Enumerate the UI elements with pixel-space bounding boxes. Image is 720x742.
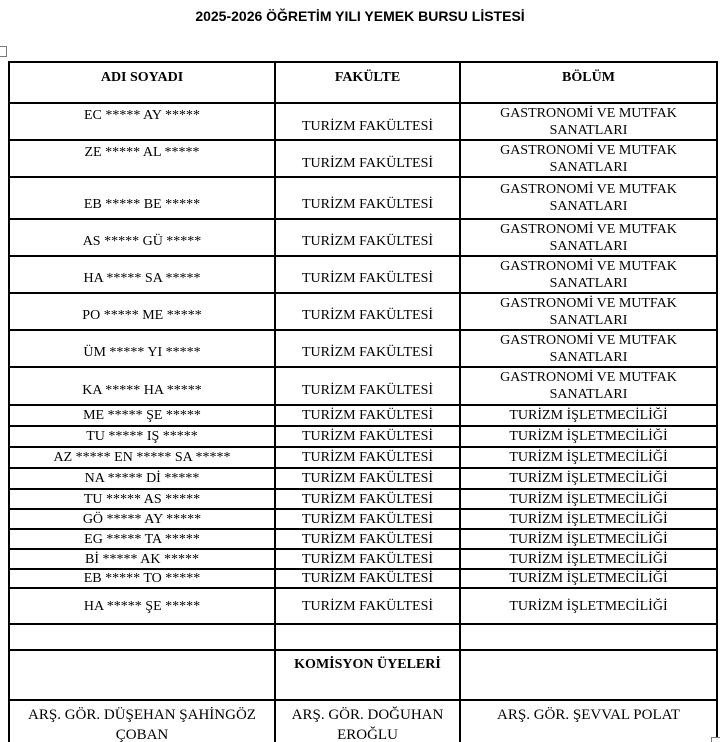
student-name-cell: AZ ***** EN ***** SA *****	[9, 447, 275, 468]
department-cell	[460, 367, 717, 405]
empty-row	[9, 624, 717, 650]
faculty-cell: TURİZM FAKÜLTESİ	[275, 426, 460, 447]
faculty-cell: TURİZM FAKÜLTESİ	[275, 140, 460, 177]
department-text: GASTRONOMİ VE MUTFAK SANATLARI	[500, 332, 677, 365]
faculty-cell: TURİZM FAKÜLTESİ	[275, 293, 460, 330]
department-cell: TURİZM İŞLETMECİLİĞİ	[460, 569, 717, 588]
department-cell: TURİZM İŞLETMECİLİĞİ	[460, 489, 717, 509]
header-fakulte: FAKÜLTE	[275, 62, 460, 103]
empty-cell	[275, 624, 460, 650]
faculty-cell: TURİZM FAKÜLTESİ	[275, 256, 460, 293]
commission-member-cell	[275, 700, 460, 742]
student-name-cell: NA ***** Dİ *****	[9, 468, 275, 489]
commission-member-cell	[9, 700, 275, 742]
department-text: GASTRONOMİ VE MUTFAK SANATLARI	[500, 258, 677, 291]
faculty-cell: TURİZM FAKÜLTESİ	[275, 447, 460, 468]
table-row	[9, 177, 717, 219]
table-row	[9, 426, 717, 447]
table-row	[9, 219, 717, 256]
commission-member-cell	[460, 700, 717, 742]
empty-cell	[460, 624, 717, 650]
department-cell	[460, 177, 717, 219]
table-resize-handle[interactable]	[711, 737, 720, 742]
department-text: GASTRONOMİ VE MUTFAK SANATLARI	[500, 182, 677, 214]
table-row	[9, 569, 717, 588]
department-cell: TURİZM İŞLETMECİLİĞİ	[460, 447, 717, 468]
department-cell: TURİZM İŞLETMECİLİĞİ	[460, 468, 717, 489]
table-row	[9, 468, 717, 489]
faculty-cell: TURİZM FAKÜLTESİ	[275, 177, 460, 219]
table-row	[9, 330, 717, 367]
empty-cell	[460, 650, 717, 700]
student-name-cell: EC ***** AY *****	[9, 103, 275, 140]
student-name-cell: HA ***** SA *****	[9, 256, 275, 293]
table-row	[9, 256, 717, 293]
department-cell: TURİZM İŞLETMECİLİĞİ	[460, 588, 717, 624]
department-cell: TURİZM İŞLETMECİLİĞİ	[460, 529, 717, 549]
department-text: GASTRONOMİ VE MUTFAK SANATLARI	[500, 221, 677, 254]
faculty-cell: TURİZM FAKÜLTESİ	[275, 103, 460, 140]
department-text: GASTRONOMİ VE MUTFAK SANATLARI	[500, 142, 677, 175]
student-name-cell: EG ***** TA *****	[9, 529, 275, 549]
student-name-cell: TU ***** IŞ *****	[9, 426, 275, 447]
document-title: 2025-2026 ÖĞRETİM YILI YEMEK BURSU LİSTESİ	[195, 8, 525, 24]
commission-heading-row	[9, 650, 717, 700]
department-cell: TURİZM İŞLETMECİLİĞİ	[460, 405, 717, 426]
table-row	[9, 293, 717, 330]
table-row	[9, 405, 717, 426]
faculty-cell: TURİZM FAKÜLTESİ	[275, 405, 460, 426]
commission-heading-cell: KOMİSYON ÜYELERİ	[275, 650, 460, 700]
header-adi-soyadi: ADI SOYADI	[9, 62, 275, 103]
empty-cell	[9, 650, 275, 700]
department-cell: TURİZM İŞLETMECİLİĞİ	[460, 509, 717, 529]
student-name-cell: EB ***** BE *****	[9, 177, 275, 219]
commission-member-text: ARŞ. GÖR. ŞEVVAL POLAT	[497, 707, 680, 723]
faculty-cell: TURİZM FAKÜLTESİ	[275, 468, 460, 489]
department-cell: TURİZM İŞLETMECİLİĞİ	[460, 549, 717, 569]
student-name-cell: Bİ ***** AK *****	[9, 549, 275, 569]
student-name-cell: HA ***** ŞE *****	[9, 588, 275, 624]
faculty-cell: TURİZM FAKÜLTESİ	[275, 367, 460, 405]
table-row	[9, 447, 717, 468]
table-row	[9, 367, 717, 405]
faculty-cell: TURİZM FAKÜLTESİ	[275, 569, 460, 588]
student-name-cell: KA ***** HA *****	[9, 367, 275, 405]
faculty-cell: TURİZM FAKÜLTESİ	[275, 509, 460, 529]
table-row	[9, 489, 717, 509]
table-row	[9, 140, 717, 177]
student-name-cell: PO ***** ME *****	[9, 293, 275, 330]
table-row	[9, 549, 717, 569]
student-name-cell: ÜM ***** YI *****	[9, 330, 275, 367]
department-text: GASTRONOMİ VE MUTFAK SANATLARI	[500, 295, 677, 328]
faculty-cell: TURİZM FAKÜLTESİ	[275, 549, 460, 569]
department-cell	[460, 330, 717, 367]
student-name-cell: AS ***** GÜ *****	[9, 219, 275, 256]
table-move-handle[interactable]	[0, 46, 7, 57]
table-header-row	[9, 62, 717, 103]
department-cell	[460, 219, 717, 256]
faculty-cell: TURİZM FAKÜLTESİ	[275, 489, 460, 509]
faculty-cell: TURİZM FAKÜLTESİ	[275, 219, 460, 256]
student-name-cell: TU ***** AS *****	[9, 489, 275, 509]
scholarship-table	[8, 61, 718, 742]
department-text: GASTRONOMİ VE MUTFAK SANATLARI	[500, 370, 677, 402]
department-cell	[460, 103, 717, 140]
faculty-cell: TURİZM FAKÜLTESİ	[275, 529, 460, 549]
header-bolum: BÖLÜM	[460, 62, 717, 103]
student-name-cell: EB ***** TO *****	[9, 569, 275, 588]
department-cell	[460, 256, 717, 293]
student-name-cell: ZE ***** AL *****	[9, 140, 275, 177]
commission-members-row	[9, 700, 717, 742]
table-row	[9, 529, 717, 549]
student-name-cell: ME ***** ŞE *****	[9, 405, 275, 426]
department-cell: TURİZM İŞLETMECİLİĞİ	[460, 426, 717, 447]
empty-cell	[9, 624, 275, 650]
table-row	[9, 103, 717, 140]
faculty-cell: TURİZM FAKÜLTESİ	[275, 588, 460, 624]
table-row	[9, 509, 717, 529]
faculty-cell: TURİZM FAKÜLTESİ	[275, 330, 460, 367]
commission-member-text: ARŞ. GÖR. DOĞUHAN EROĞLU	[291, 707, 444, 742]
commission-member-text: ARŞ. GÖR. DÜŞEHAN ŞAHİNGÖZ ÇOBAN	[28, 707, 256, 742]
table-row	[9, 588, 717, 624]
department-cell	[460, 140, 717, 177]
student-name-cell: GÖ ***** AY *****	[9, 509, 275, 529]
department-text: GASTRONOMİ VE MUTFAK SANATLARI	[500, 105, 677, 138]
department-cell	[460, 293, 717, 330]
